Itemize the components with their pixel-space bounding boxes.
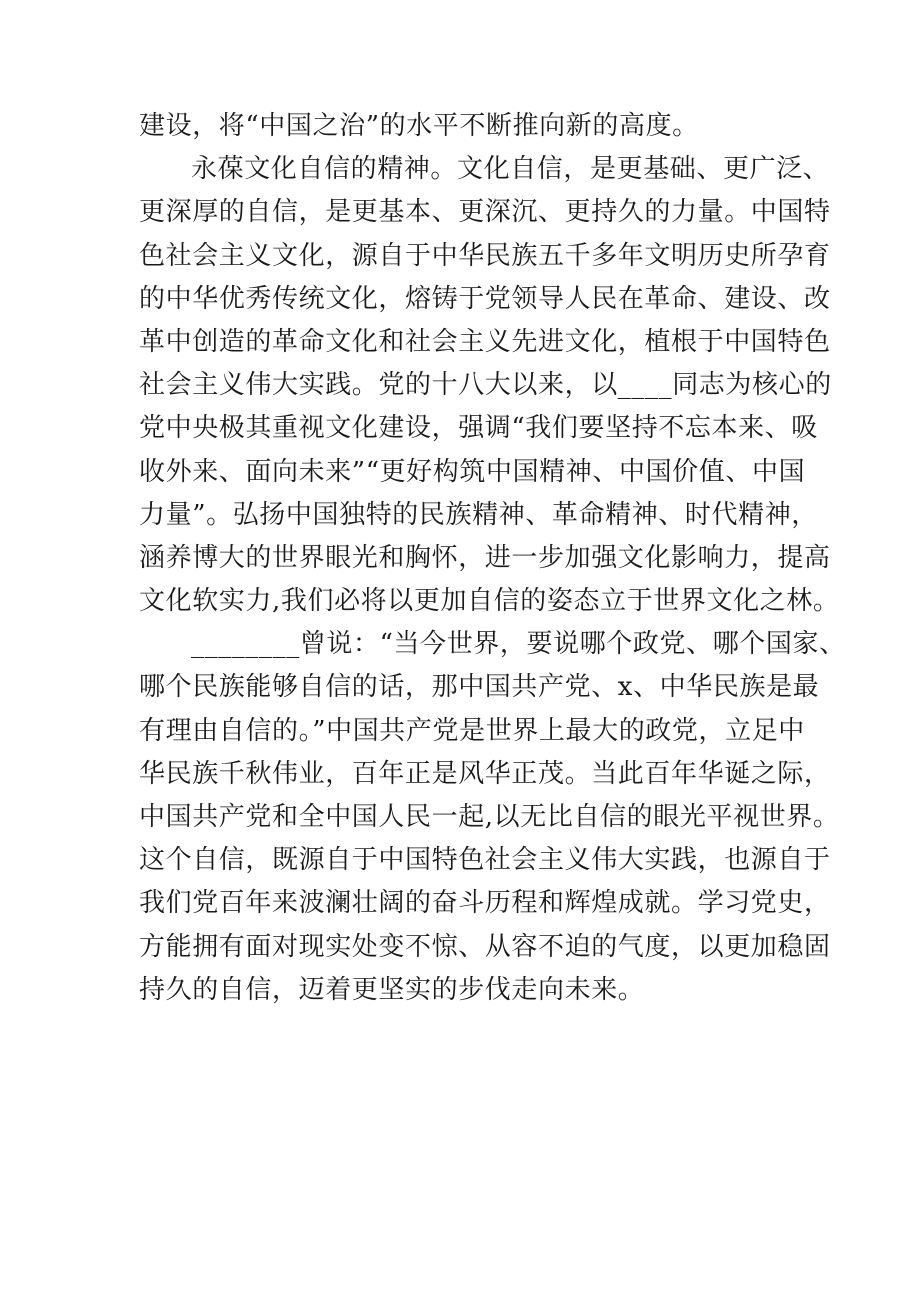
text-line: 持久的自信，迈着更坚实的步伐走向未来。 [139,974,645,1005]
text-line: 社会主义伟大实践。党的十八大以来，以____同志为核心的 [139,370,832,401]
paragraph-start-line: ________曾说：“当今世界，要说哪个政党、哪个国家、 [191,629,846,660]
document-body [139,105,846,1012]
paragraph-start-line: 永葆文化自信的精神。文化自信，是更基础、更广泛、 [191,154,830,185]
text-line: 建设，将“中国之治”的水平不断推向新的高度。 [139,111,699,141]
text-line: 的中华优秀传统文化，熔铸于党领导人民在革命、建设、改 [139,283,831,314]
text-line: 这个自信，既源自于中国特色社会主义伟大实践，也源自于 [139,845,831,876]
text-line: 有理由自信的。”中国共产党是世界上最大的政党，立足中 [139,715,805,746]
text-line: 革中创造的革命文化和社会主义先进文化，植根于中国特色 [139,326,831,357]
text-line: 哪个民族能够自信的话，那中国共产党、x、中华民族是最 [139,672,820,703]
text-line: 文化软实力,我们必将以更加自信的姿态立于世界文化之林。 [139,586,840,617]
text-line: 我们党百年来波澜壮阔的奋斗历程和辉煌成就。学习党史， [139,888,831,919]
text-line: 党中央极其重视文化建设，强调“我们要坚持不忘本来、吸 [139,413,818,444]
text-line: 方能拥有面对现实处变不惊、从容不迫的气度，以更加稳固 [139,931,831,962]
text-line: 中国共产党和全中国人民一起,以无比自信的眼光平视世界。 [139,802,840,832]
text-line: 色社会主义文化，源自于中华民族五千多年文明历史所孕育 [139,240,831,271]
text-line: 涵养博大的世界眼光和胸怀，进一步加强文化影响力，提高 [139,542,831,573]
text-line: 更深厚的自信，是更基本、更深沉、更持久的力量。中国特 [139,197,831,228]
text-line: 华民族千秋伟业，百年正是风华正茂。当此百年华诞之际， [139,758,831,789]
text-line: 收外来、面向未来”“更好构筑中国精神、中国价值、中国 [139,456,806,487]
text-line: 力量”。弘扬中国独特的民族精神、革命精神、时代精神， [139,499,818,530]
